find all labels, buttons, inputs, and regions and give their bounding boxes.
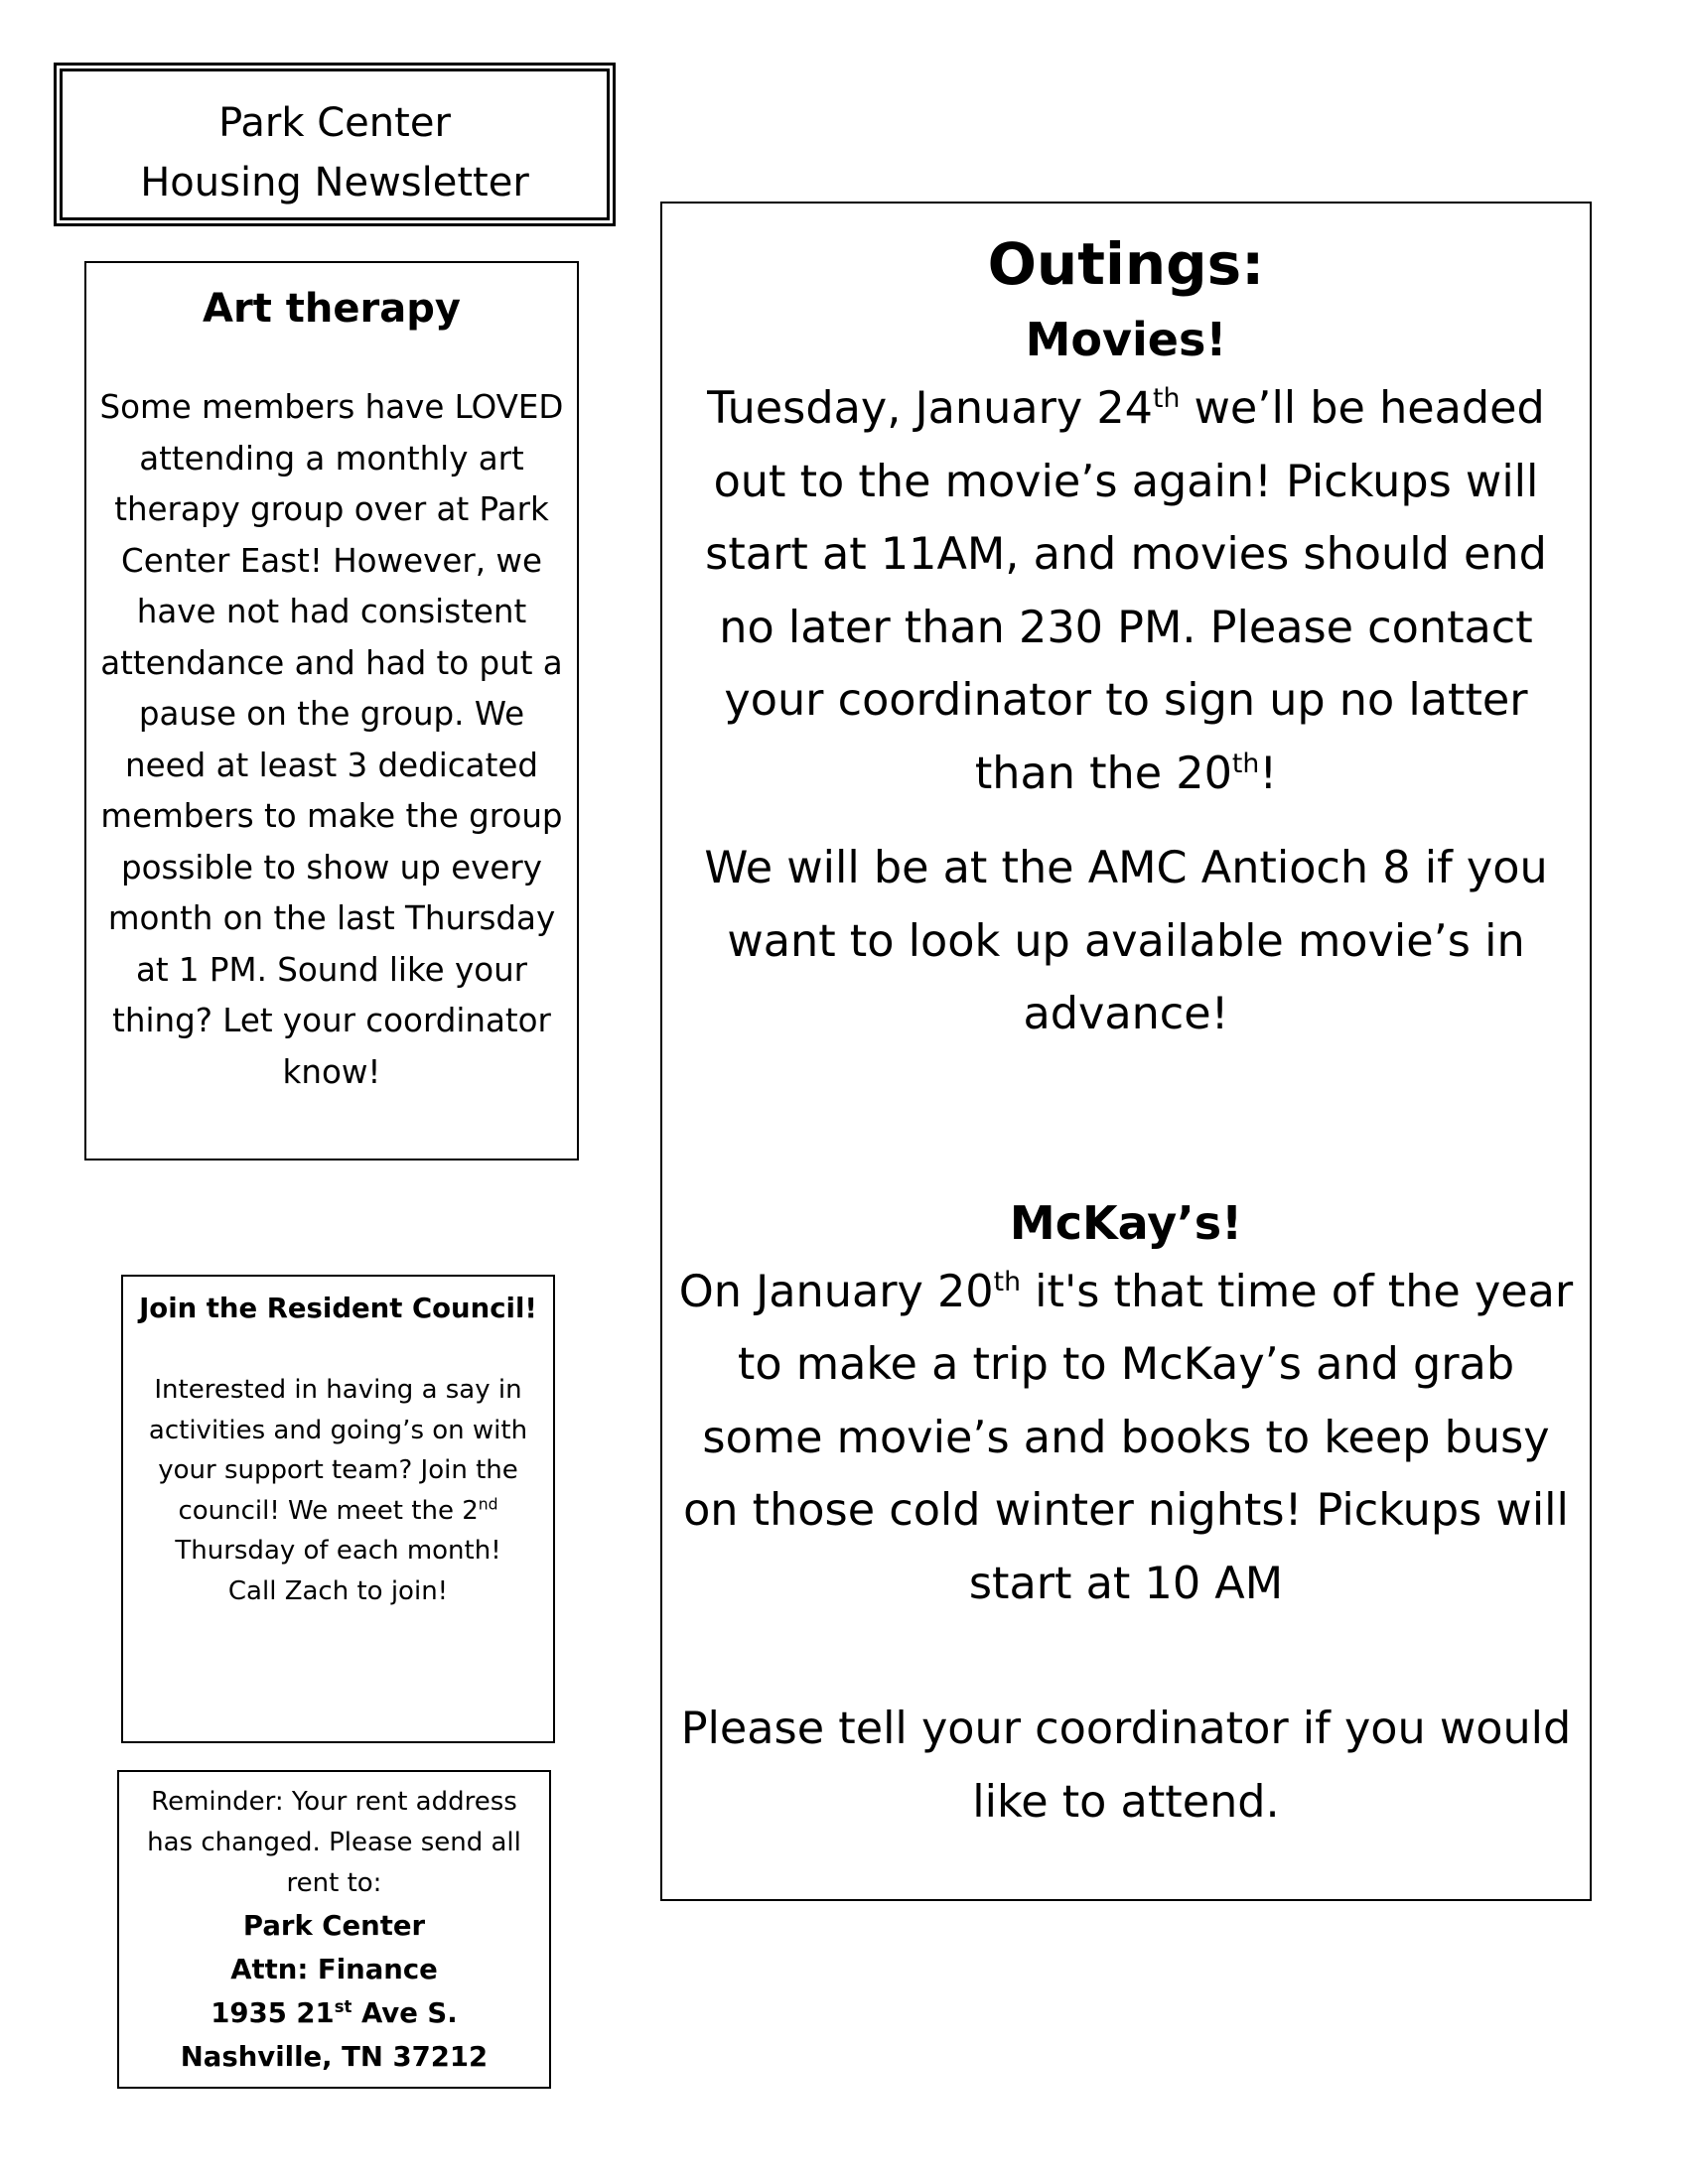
- rent-reminder-body: Reminder: Your rent address has changed. Please send all rent to:: [147, 1787, 521, 1898]
- resident-council-title: Join the Resident Council!: [139, 1293, 537, 1324]
- masthead-line-2: Housing Newsletter: [140, 160, 529, 205]
- rent-address-attn: Attn: Finance: [230, 1954, 438, 1985]
- council-body-text-2: Thursday of each month!: [175, 1536, 501, 1566]
- street-rest: Ave S.: [352, 1997, 458, 2029]
- movies-text-b: we’ll be headed out to the movie’s again! Pickups will start at 11AM, and movies should end no later than 230 PM. Please contact your coordinator to sign up no latter than the 20: [705, 383, 1547, 799]
- newsletter-masthead: [54, 63, 616, 226]
- resident-council-body: [133, 1370, 543, 1611]
- rent-address-street: [129, 1991, 539, 2035]
- street-sup: st: [334, 1996, 352, 2016]
- outings-section: [660, 202, 1592, 1901]
- mckays-sup: th: [993, 1266, 1022, 1297]
- movies-location: We will be at the AMC Antioch 8 if you want to look up available movie’s in advance!: [704, 843, 1548, 1039]
- movies-text-c: !: [1259, 748, 1278, 799]
- movies-sup-1: th: [1152, 383, 1181, 415]
- art-therapy-heading: Art therapy: [203, 286, 461, 332]
- mckays-signup: Please tell your coordinator if you would like to attend.: [680, 1704, 1572, 1828]
- movies-details: [678, 372, 1574, 810]
- council-body-sup: nd: [478, 1494, 498, 1513]
- outings-heading: Outings:: [987, 230, 1265, 298]
- movies-sup-2: th: [1231, 748, 1260, 779]
- art-therapy-body: Some members have LOVED attending a monthly art therapy group over at Park Center East! However, we have not had consistent attendance and had to put a pause on the group. We need at least 3 dedicated members to make the group possible to show up every month on the last Thursday at 1 PM. Sound like your thing? Let your coordinator know!: [99, 388, 564, 1091]
- mckays-text-a: On January 20: [678, 1266, 994, 1317]
- rent-address-name: Park Center: [242, 1910, 426, 1942]
- art-therapy-section: [84, 261, 579, 1160]
- mckays-title: McKay’s!: [1009, 1195, 1243, 1250]
- masthead-line-1: Park Center: [218, 100, 451, 146]
- street-number: 1935 21: [211, 1997, 335, 2029]
- movies-text-a: Tuesday, January 24: [707, 383, 1153, 434]
- council-body-text: Interested in having a say in activities and going’s on with your support team? Join the council! We meet the 2: [148, 1375, 528, 1526]
- mckays-details: [678, 1256, 1574, 1621]
- rent-address-city: Nashville, TN 37212: [180, 2041, 489, 2073]
- resident-council-section: [121, 1275, 555, 1743]
- rent-reminder-section: [117, 1770, 551, 2089]
- council-call-text: Call Zach to join!: [227, 1575, 449, 1606]
- movies-title: Movies!: [1025, 313, 1227, 366]
- mckays-text-b: it's that time of the year to make a trip to McKay’s and grab some movie’s and books to keep busy on those cold winter nights! Pickups will start at 10 AM: [683, 1266, 1574, 1609]
